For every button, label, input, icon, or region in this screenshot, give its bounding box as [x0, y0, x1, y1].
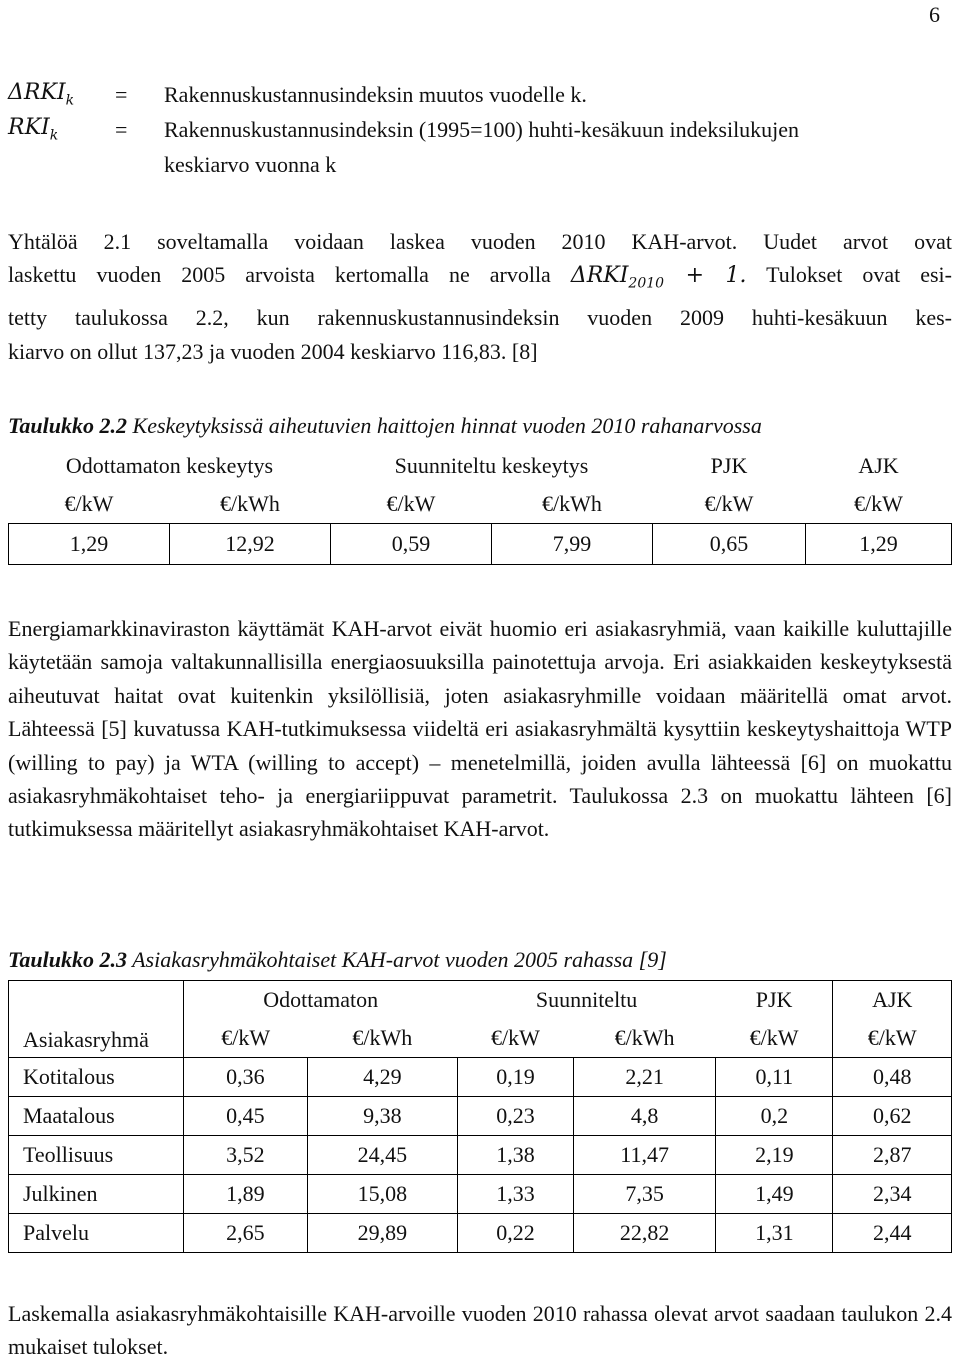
unit-cell: €/kW: [704, 491, 754, 516]
header-cell: Odottamaton keskeytys: [65, 453, 274, 478]
definition-equals: =: [115, 117, 128, 142]
table-header-groups: [9, 981, 952, 1020]
table-2-2-caption: Taulukko 2.2 Keskeytyksissä aiheutuvien haittojen hinnat vuoden 2010 rahanarvossa: [8, 413, 762, 438]
table-cell: 0,48: [833, 1058, 952, 1097]
definition-delta-rki: [8, 80, 74, 108]
table-cell: 0,59: [331, 524, 492, 565]
unit-cell: €/kW: [386, 491, 436, 516]
table-cell: 1,33: [457, 1175, 573, 1214]
table-body: [9, 1058, 952, 1253]
table-cell: 1,38: [457, 1136, 573, 1175]
table-cell: 0,23: [457, 1097, 573, 1136]
definition-text: Rakennuskustannusindeksin muutos vuodelle k.: [164, 82, 587, 107]
paragraph-1-line-4: kiarvo on ollut 137,23 ja vuoden 2004 keskiarvo 116,83. [8]: [8, 338, 538, 364]
table-row: [9, 1058, 952, 1097]
table-cell: 0,2: [716, 1097, 833, 1136]
table-cell: 1,49: [716, 1175, 833, 1214]
table-cell: 0,45: [184, 1097, 308, 1136]
header-cell: Suunniteltu: [457, 981, 715, 1020]
unit-cell: €/kWh: [220, 491, 280, 516]
table-header-units: [9, 485, 952, 524]
table-row: [9, 1214, 952, 1253]
unit-cell: €/kWh: [542, 491, 602, 516]
table-cell: 1,31: [716, 1214, 833, 1253]
table-cell: 7,35: [574, 1175, 716, 1214]
paragraph-1-line-3: tetty taulukossa 2.2, kun rakennuskustannusindeksin vuoden 2009 huhti-kesäkuun kes-: [8, 305, 952, 331]
header-cell: AJK: [858, 453, 899, 478]
table-cell: 0,11: [716, 1058, 833, 1097]
table-cell: 0,36: [184, 1058, 308, 1097]
table-header-groups: [9, 447, 952, 485]
unit-cell: €/kW: [854, 491, 903, 516]
table-cell: 0,19: [457, 1058, 573, 1097]
table-cell: 0,62: [833, 1097, 952, 1136]
unit-cell: €/kW: [716, 1019, 833, 1058]
table-cell: 4,29: [307, 1058, 457, 1097]
table-cell: 11,47: [574, 1136, 716, 1175]
row-label: Julkinen: [9, 1175, 184, 1214]
paragraph-1-line-2: laskettu vuoden 2005 arvoista kertomalla ne arvolla $\Delta RKI_{2010} + 1$. Tulokset ovat esi-: [8, 262, 952, 292]
header-cell: Suunniteltu keskeytys: [394, 453, 589, 478]
table-row: [9, 1175, 952, 1214]
table-cell: 1,89: [184, 1175, 308, 1214]
table-cell: 0,22: [457, 1214, 573, 1253]
header-cell: AJK: [833, 981, 952, 1020]
definition-rki: [8, 115, 58, 143]
table-cell: 1,29: [806, 524, 952, 565]
header-cell: Odottamaton: [184, 981, 458, 1020]
definition-symbol: $\Delta RKI_k$: [8, 80, 75, 109]
table-cell: 22,82: [574, 1214, 716, 1253]
table-cell: 2,44: [833, 1214, 952, 1253]
table-cell: 29,89: [307, 1214, 457, 1253]
definition-equals: =: [115, 82, 128, 107]
unit-cell: €/kW: [833, 1019, 952, 1058]
row-label: Maatalous: [9, 1097, 184, 1136]
table-cell: 4,8: [574, 1097, 716, 1136]
table-2-3: [8, 980, 952, 1253]
header-cell: PJK: [716, 981, 833, 1020]
table-row: [9, 1097, 952, 1136]
unit-cell: €/kWh: [574, 1019, 716, 1058]
header-cell: PJK: [710, 453, 748, 478]
unit-cell: €/kWh: [307, 1019, 457, 1058]
definition-text-continued: keskiarvo vuonna k: [164, 152, 337, 177]
table-cell: 1,29: [9, 524, 170, 565]
definition-symbol: $RKI_k$: [8, 115, 59, 144]
unit-cell: €/kW: [64, 491, 114, 516]
table-cell: 15,08: [307, 1175, 457, 1214]
definition-text: Rakennuskustannusindeksin (1995=100) huhti-kesäkuun indeksilukujen: [164, 117, 800, 142]
table-cell: 9,38: [307, 1097, 457, 1136]
unit-cell: €/kW: [457, 1019, 573, 1058]
table-cell: 24,45: [307, 1136, 457, 1175]
page-number: 6: [929, 2, 940, 27]
paragraph-1-line-1: Yhtälöä 2.1 soveltamalla voidaan laskea vuoden 2010 KAH-arvot. Uudet arvot ovat: [8, 229, 952, 254]
table-cell: 2,65: [184, 1214, 308, 1253]
table-cell: 2,21: [574, 1058, 716, 1097]
table-cell: 2,34: [833, 1175, 952, 1214]
header-cell: Asiakasryhmä: [9, 981, 184, 1058]
table-2-2: [8, 447, 952, 565]
table-cell: 12,92: [170, 524, 331, 565]
paragraph-2: Energiamarkkinaviraston käyttämät KAH-arvot eivät huomio eri asiakasryhmiä, vaan kaikille kuluttajille käytetään samoja valtakunnallisilla energiaosuuksilla painotettuja arvoja. Eri asiakkaiden keskeytyksestä aiheutuvat haitat ovat kuitenkin yksilöllisiä, joten asiakasryhmille voidaan määritellä omat arvot. Lähteessä [5] kuvatussa KAH-tutkimuksessa viideltä eri asiakasryhmältä kysyttiin keskeytyshaittoja WTP (willing to pay) ja WTA (willing to accept) – menetelmillä, joiden avulla lähteessä [6] on muokattu asiakasryhmäkohtaiset teho- ja energiariippuvat parametrit. Taulukossa 2.3 on muokattu lähteen [6] tutkimuksessa määritellyt asiakasryhmäkohtaiset KAH-arvot.: [8, 616, 952, 842]
table-cell: 2,87: [833, 1136, 952, 1175]
table-cell: 2,19: [716, 1136, 833, 1175]
unit-cell: €/kW: [184, 1019, 308, 1058]
table-cell: 7,99: [492, 524, 653, 565]
table-2-3-caption: Taulukko 2.3 Asiakasryhmäkohtaiset KAH-arvot vuoden 2005 rahassa [9]: [8, 947, 667, 972]
row-label: Kotitalous: [9, 1058, 184, 1097]
table-row: [9, 1136, 952, 1175]
paragraph-3: Laskemalla asiakasryhmäkohtaisille KAH-arvoille vuoden 2010 rahassa olevat arvot saadaan taulukon 2.4 mukaiset tulokset.: [8, 1301, 952, 1360]
paragraph-1: [8, 225, 952, 368]
row-label: Teollisuus: [9, 1136, 184, 1175]
table-cell: 3,52: [184, 1136, 308, 1175]
table-cell: 0,65: [653, 524, 806, 565]
table-row: [9, 524, 952, 565]
row-label: Palvelu: [9, 1214, 184, 1253]
